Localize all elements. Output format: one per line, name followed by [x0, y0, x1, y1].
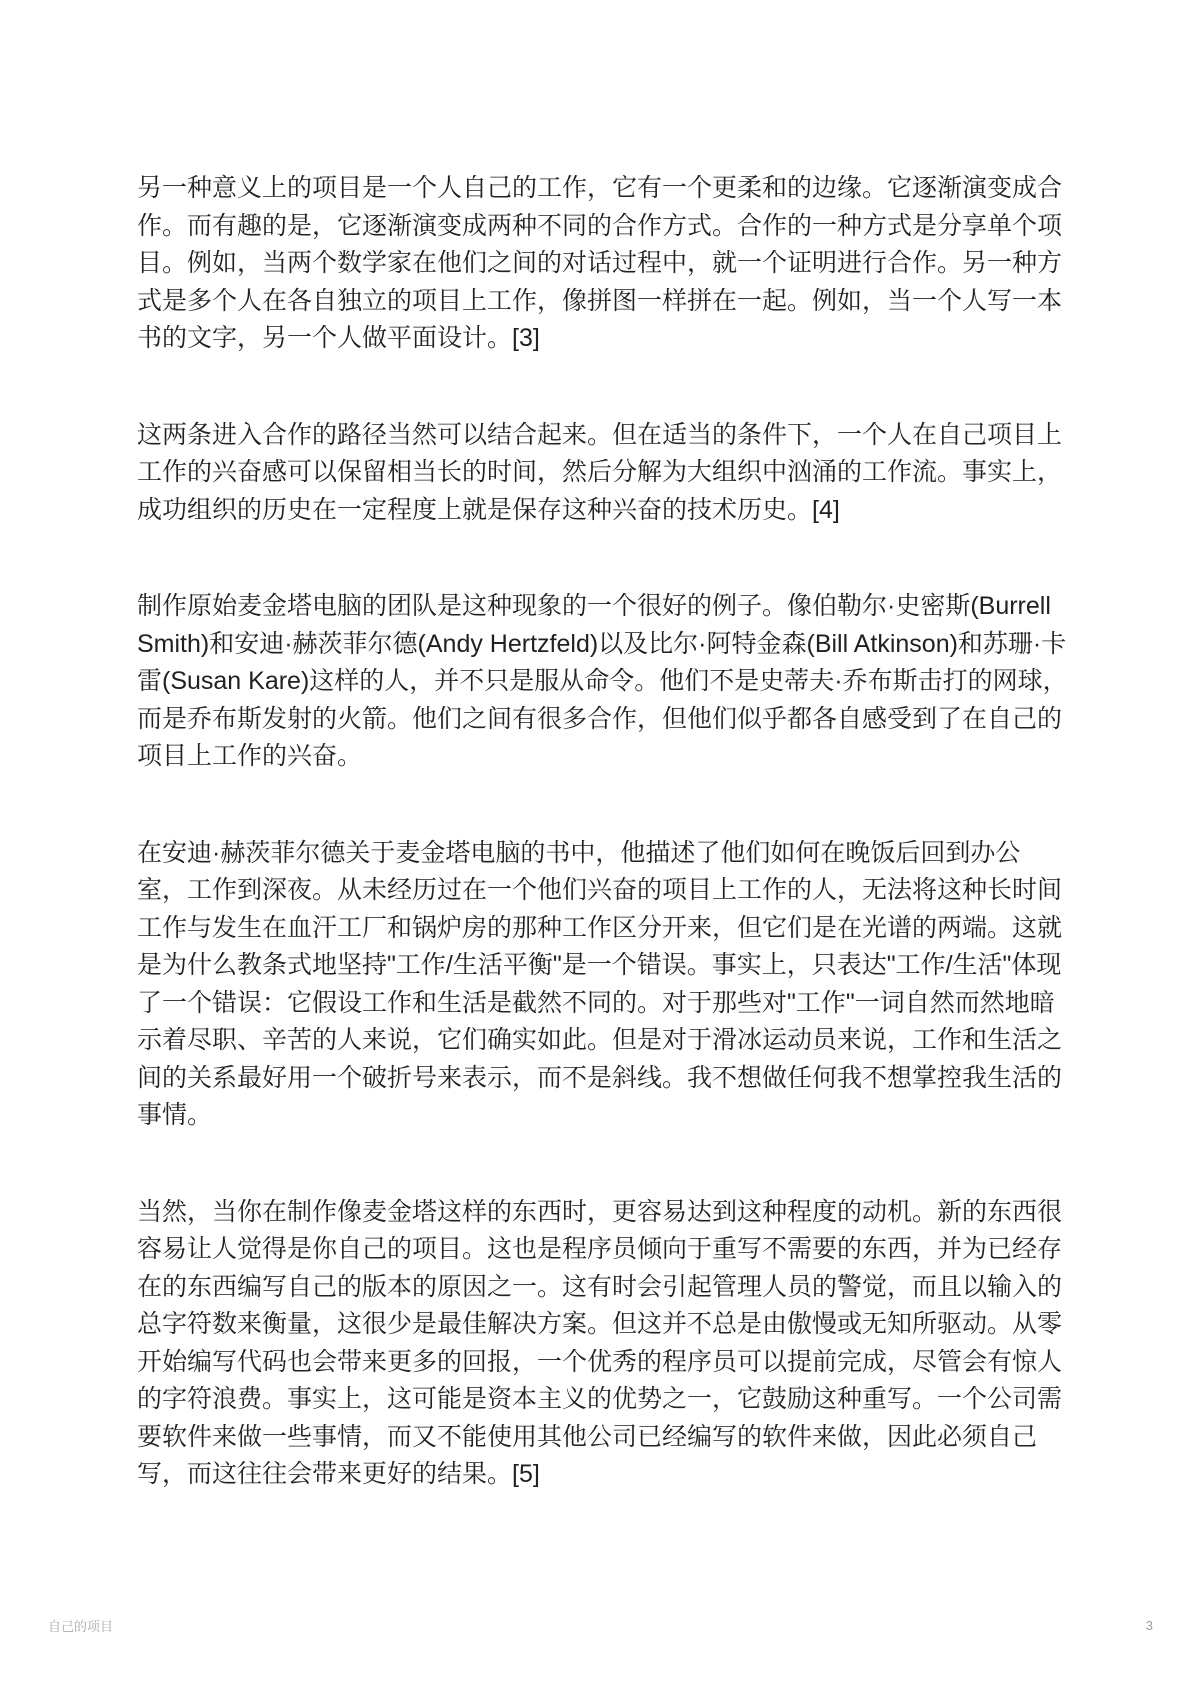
paragraph-work-life-balance: 在安迪·赫茨菲尔德关于麦金塔电脑的书中，他描述了他们如何在晚饭后回到办公室，工作到深夜。从未经历过在一个他们兴奋的项目上工作的人，无法将这种长时间工作与发生在血汗工厂和锅炉房的那种工作区分开来，但它们是在光谱的两端。这就是为什么教条式地坚持"工作/生活平衡"是一个错误。事实上，只表达"工作/生活"体现了一个错误：它假设工作和生活是截然不同的。对于那些对"工作"一词自然而然地暗示着尽职、辛苦的人来说，它们确实如此。但是对于滑冰运动员来说，工作和生活之间的关系最好用一个破折号来表示，而不是斜线。我不想做任何我不想掌控我生活的事情。	[137, 838, 1063, 1129]
paragraph-combined-paths: 这两条进入合作的路径当然可以结合起来。但在适当的条件下，一个人在自己项目上工作的兴奋感可以保留相当长的时间，然后分解为大组织中汹涌的工作流。事实上，成功组织的历史在一定程度上就是保存这种兴奋的技术历史。[4]	[137, 420, 1063, 524]
page-footer	[48, 1616, 1153, 1635]
paragraph-rewriting-software: 当然，当你在制作像麦金塔这样的东西时，更容易达到这种程度的动机。新的东西很容易让人觉得是你自己的项目。这也是程序员倾向于重写不需要的东西，并为已经存在的东西编写自己的版本的原因之一。这有时会引起管理人员的警觉，而且以输入的总字符数来衡量，这很少是最佳解决方案。但这并不总是由傲慢或无知所驱动。从零开始编写代码也会带来更多的回报，一个优秀的程序员可以提前完成，尽管会有惊人的字符浪费。事实上，这可能是资本主义的优势之一，它鼓励这种重写。一个公司需要软件来做一些事情，而又不能使用其他公司已经编写的软件来做，因此必须自己写，而这往往会带来更好的结果。[5]	[137, 1197, 1063, 1488]
paragraph-macintosh-team: 制作原始麦金塔电脑的团队是这种现象的一个很好的例子。像伯勒尔·史密斯(Burrell Smith)和安迪·赫茨菲尔德(Andy Hertzfeld)以及比尔·阿特金森(Bill Atkinson)和苏珊·卡雷(Susan Kare)这样的人，并不只是服从命令。他们不是史蒂夫·乔布斯击打的网球，而是乔布斯发射的火箭。他们之间有很多合作，但他们似乎都各自感受到了在自己的项目上工作的兴奋。	[137, 592, 1068, 770]
footer-page-number: 3	[1145, 1618, 1153, 1633]
footer-document-title: 自己的项目	[48, 1619, 114, 1634]
paragraph-collaboration-types: 另一种意义上的项目是一个人自己的工作，它有一个更柔和的边缘。它逐渐演变成合作。而有趣的是，它逐渐演变成两种不同的合作方式。合作的一种方式是分享单个项目。例如，当两个数学家在他们之间的对话过程中，就一个证明进行合作。另一种方式是多个人在各自独立的项目上工作，像拼图一样拼在一起。例如，当一个人写一本书的文字，另一个人做平面设计。[3]	[137, 174, 1063, 352]
document-body	[137, 170, 1069, 1553]
